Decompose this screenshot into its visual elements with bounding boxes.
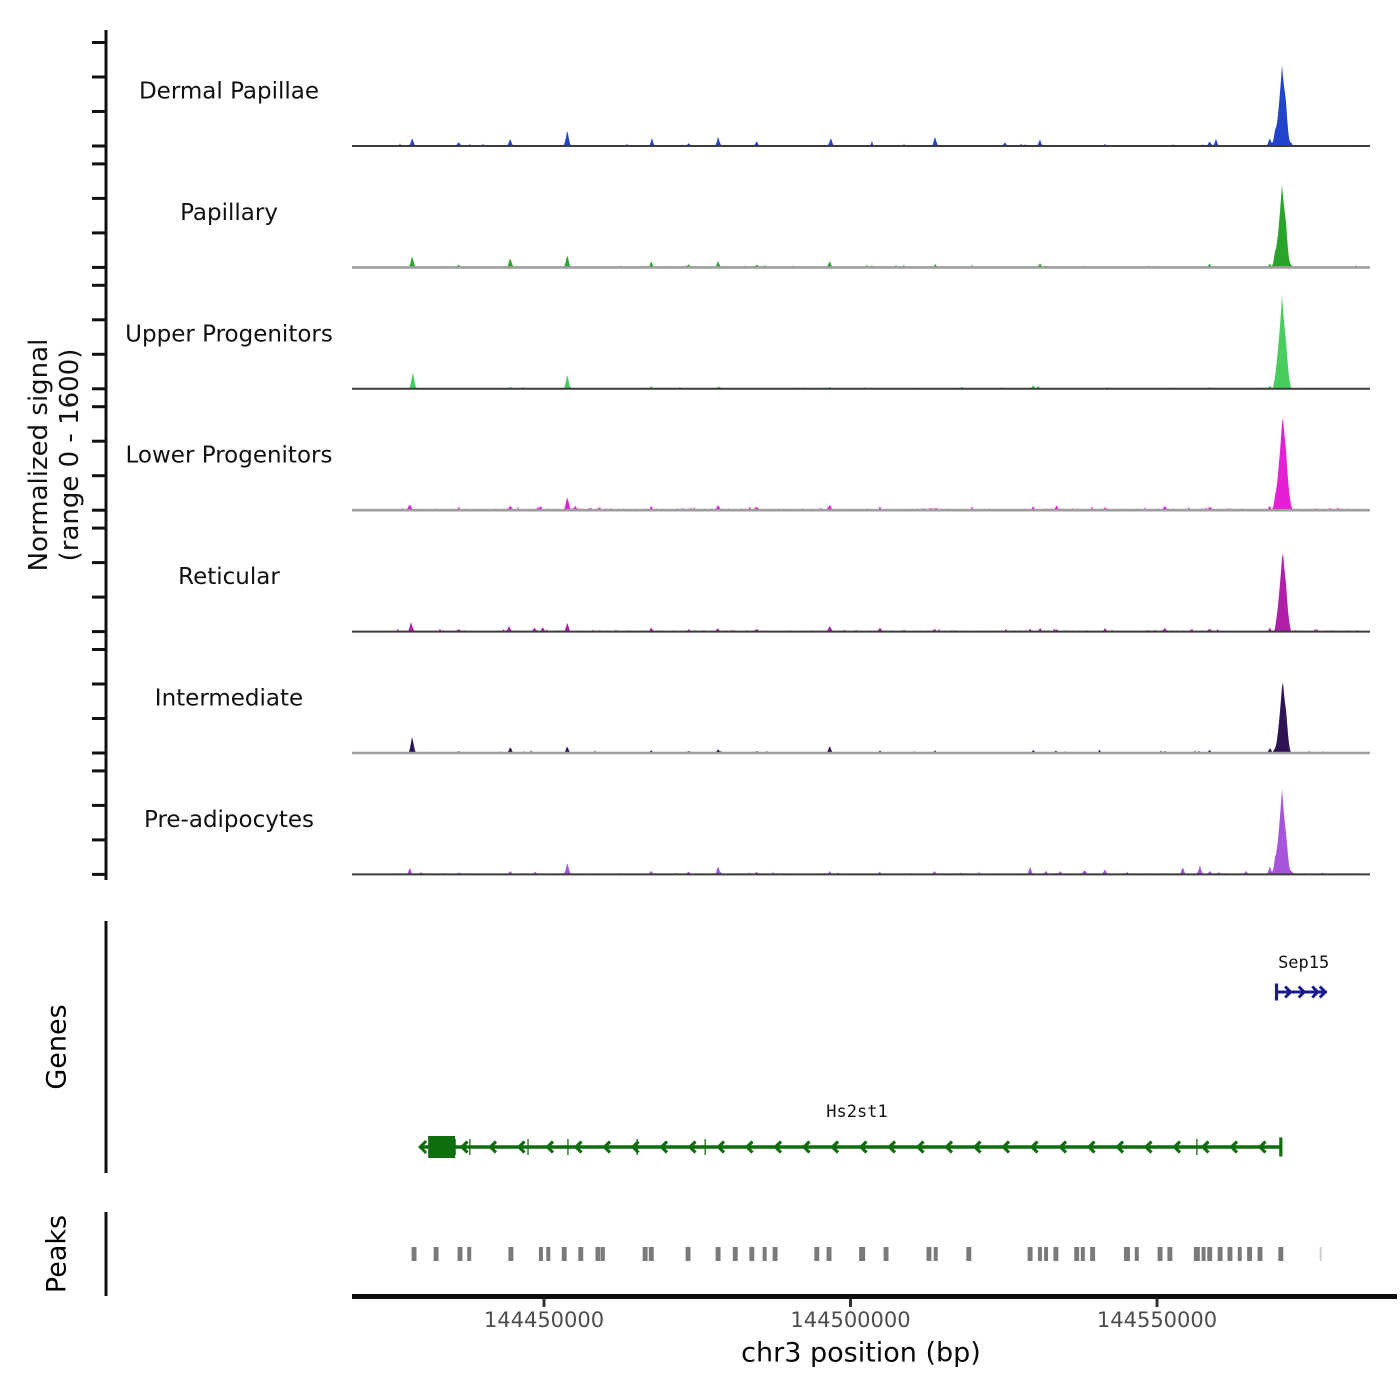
signal-track-area-0: [396, 65, 1362, 146]
signal-track-area-6: [396, 789, 1362, 875]
signal-y-axis-tick: [92, 284, 105, 287]
signal-axis-title-line2: (range 0 - 1600): [55, 348, 85, 562]
genome-x-axis-tick: [1156, 1299, 1159, 1307]
gene-hs2st1-exon-tick: [1196, 1139, 1198, 1155]
signal-y-axis-tick: [92, 474, 105, 477]
signal-y-axis-tick: [92, 145, 105, 148]
gene-hs2st1-exon-tick: [567, 1139, 569, 1155]
peak-region-bar: [966, 1247, 971, 1261]
peak-region-bar: [859, 1247, 865, 1261]
signal-y-axis-tick: [92, 41, 105, 44]
peak-region-bar: [1238, 1247, 1242, 1261]
gene-hs2st1-exon-tick: [704, 1139, 706, 1155]
track-label-0: Dermal Papillae: [138, 78, 320, 105]
gene-sep15-start-bar: [1275, 984, 1278, 1001]
signal-track-area-5: [396, 682, 1362, 753]
signal-y-axis-tick: [92, 873, 105, 876]
peak-region-bar: [1207, 1247, 1212, 1261]
peak-region-bar: [539, 1247, 543, 1261]
peak-region-bar: [927, 1247, 932, 1261]
signal-y-axis-tick: [92, 630, 105, 633]
peak-region-bar: [508, 1247, 513, 1261]
signal-y-axis-tick: [92, 596, 105, 599]
signal-track-area-4: [396, 553, 1362, 631]
peak-region-bar: [814, 1247, 819, 1261]
peak-region-bar: [763, 1247, 767, 1261]
peak-region-bar: [458, 1247, 463, 1261]
peak-region-bar: [1202, 1247, 1206, 1261]
peak-region-bar: [1227, 1247, 1232, 1261]
genome-x-axis-tick: [849, 1299, 852, 1307]
peak-region-bar: [773, 1247, 778, 1261]
genome-x-axis-line: [352, 1294, 1397, 1299]
gene-hs2st1-exon-tick: [454, 1139, 456, 1155]
peak-region-bar: [595, 1247, 600, 1261]
signal-y-axis-tick: [92, 440, 105, 443]
signal-track-area-1: [396, 185, 1362, 268]
gene-hs2st1-exon-tick: [527, 1139, 529, 1155]
track-label-5: Intermediate: [154, 685, 304, 712]
x-tick-label-0: 144450000: [483, 1308, 605, 1332]
peak-region-bar: [1038, 1247, 1042, 1261]
peak-region-bar: [1247, 1247, 1252, 1261]
peak-region-bar: [686, 1247, 691, 1261]
peak-region-bar: [1074, 1247, 1079, 1261]
peak-region-bar: [562, 1247, 567, 1261]
peak-region-bar: [1158, 1247, 1163, 1261]
peak-region-bar: [1278, 1247, 1283, 1261]
signal-y-axis-tick: [92, 838, 105, 841]
peak-region-bar: [434, 1247, 439, 1261]
signal-track-area-2: [396, 295, 1362, 389]
signal-y-axis-tick: [92, 527, 105, 530]
signal-y-axis-tick: [92, 162, 105, 165]
signal-y-axis-tick: [92, 804, 105, 807]
peak-region-bar: [716, 1247, 721, 1261]
peak-region-bar: [1081, 1247, 1085, 1261]
gene-label-sep15: Sep15: [1278, 953, 1330, 973]
gene-hs2st1-exon-tick: [469, 1139, 471, 1155]
gene-hs2st1-cds-block: [428, 1136, 455, 1158]
peaks-section-label: Peaks: [41, 1214, 73, 1294]
peak-region-bar: [1167, 1247, 1172, 1261]
signal-y-axis-tick: [92, 648, 105, 651]
signal-y-axis-tick: [92, 353, 105, 356]
peak-region-bar: [1194, 1247, 1200, 1261]
x-tick-label-2: 144550000: [1096, 1308, 1218, 1332]
peak-region-bar: [467, 1247, 471, 1261]
signal-y-axis-tick: [92, 110, 105, 113]
x-axis-title: chr3 position (bp): [741, 1337, 981, 1369]
peaks-section-axis-line: [105, 1212, 108, 1296]
signal-y-axis-tick: [92, 769, 105, 772]
peak-region-bar: [578, 1247, 583, 1261]
peak-region-bar: [1090, 1247, 1095, 1261]
peak-region-bar: [749, 1247, 754, 1261]
signal-y-axis-tick: [92, 717, 105, 720]
x-tick-label-1: 144500000: [790, 1308, 911, 1332]
peak-region-bar: [827, 1247, 832, 1261]
peak-region-bar: [601, 1247, 605, 1261]
peak-region-bar: [1218, 1247, 1223, 1261]
signal-y-axis-tick: [92, 266, 105, 269]
signal-y-axis-tick: [92, 231, 105, 234]
signal-y-axis-tick: [92, 197, 105, 200]
genes-section-label: Genes: [41, 1004, 73, 1090]
signal-track-area-3: [396, 418, 1362, 511]
peak-region-bar: [1044, 1247, 1048, 1261]
signal-y-axis-tick: [92, 387, 105, 390]
peak-region-bar: [412, 1247, 417, 1261]
peak-region-bar: [546, 1247, 550, 1261]
signal-y-axis-tick: [92, 405, 105, 408]
signal-y-axis-tick: [92, 683, 105, 686]
peak-region-bar: [643, 1247, 648, 1261]
peak-region-bar: [1124, 1247, 1130, 1261]
signal-y-axis-tick: [92, 561, 105, 564]
track-label-1: Papillary: [180, 199, 278, 226]
peak-region-bar: [934, 1247, 938, 1261]
genes-section-axis-line: [105, 921, 108, 1173]
genome-x-axis-tick: [543, 1299, 546, 1307]
peak-region-bar: [884, 1247, 889, 1261]
peak-region-bar-faint: [1320, 1247, 1322, 1261]
signal-axis-title-line1: Normalized signal: [24, 338, 54, 572]
track-label-2: Upper Progenitors: [125, 321, 333, 348]
peak-region-bar: [1028, 1247, 1033, 1261]
signal-y-axis-tick: [92, 76, 105, 79]
signal-y-axis-tick: [92, 752, 105, 755]
track-label-3: Lower Progenitors: [125, 442, 333, 469]
signal-y-axis-tick: [92, 509, 105, 512]
peak-region-bar: [1053, 1247, 1058, 1261]
signal-y-axis-tick: [92, 318, 105, 321]
gene-hs2st1-exon-tick: [1279, 1138, 1282, 1157]
peak-region-bar: [649, 1247, 654, 1261]
peak-region-bar: [1135, 1247, 1139, 1261]
track-label-6: Pre-adipocytes: [143, 806, 315, 833]
gene-label-hs2st1: Hs2st1: [826, 1102, 888, 1122]
peak-region-bar: [1258, 1247, 1263, 1261]
track-label-4: Reticular: [178, 564, 280, 591]
peak-region-bar: [733, 1247, 738, 1261]
